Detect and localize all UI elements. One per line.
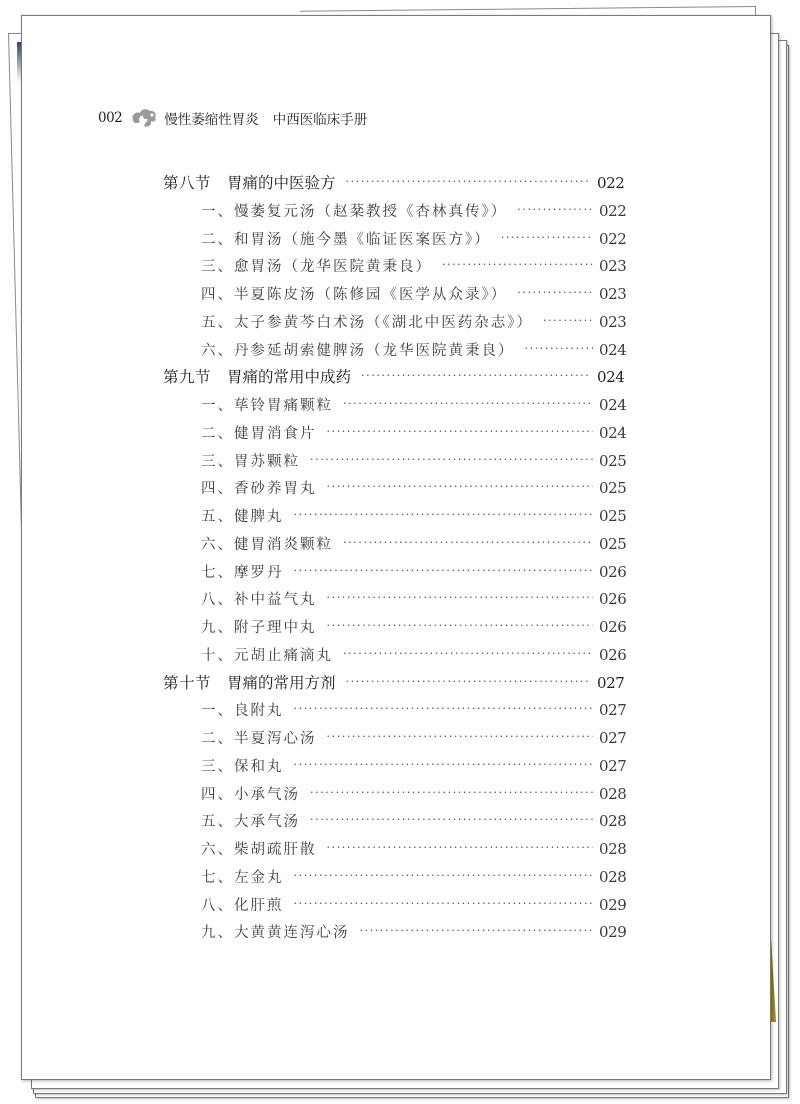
page-ref: 023 [599, 257, 627, 276]
page-ref: 024 [599, 423, 627, 442]
dot-leader [543, 307, 593, 335]
toc-section[interactable] [163, 364, 623, 392]
toc-item[interactable] [163, 864, 627, 892]
toc-item[interactable] [163, 281, 627, 309]
page-ref: 028 [599, 784, 627, 803]
page-ref: 029 [599, 895, 627, 914]
toc-item[interactable] [163, 531, 627, 559]
item-title: 八、化肝煎 [201, 897, 284, 914]
toc-item[interactable] [163, 642, 627, 670]
dot-leader [501, 224, 593, 252]
toc-section[interactable] [163, 670, 623, 698]
dot-leader [517, 279, 593, 307]
dot-leader [346, 668, 591, 696]
toc-item[interactable] [163, 337, 627, 365]
toc-item[interactable] [163, 503, 627, 531]
item-title: 二、健胃消食片 [201, 425, 317, 442]
toc-item[interactable] [163, 753, 627, 781]
item-title: 五、健脾丸 [201, 509, 284, 525]
toc-item[interactable] [163, 475, 627, 503]
page-ref: 024 [599, 340, 627, 359]
dot-leader [360, 917, 594, 945]
dot-leader [310, 806, 593, 834]
page-ref: 026 [599, 590, 627, 609]
toc-item[interactable] [163, 697, 627, 725]
dot-leader [327, 723, 594, 751]
toc-item[interactable] [163, 919, 627, 947]
item-title: 一、荜铃胃痛颗粒 [201, 398, 333, 414]
item-title: 六、健胃消炎颗粒 [201, 536, 333, 553]
book-title: 慢性萎缩性胃炎 [164, 112, 259, 128]
section-title: 胃痛的常用中成药 [227, 368, 352, 387]
toc-item[interactable] [163, 420, 627, 448]
dot-leader [294, 695, 594, 723]
page-ref: 028 [599, 812, 627, 831]
page-ref: 023 [599, 285, 627, 303]
page-ref: 025 [599, 534, 627, 553]
page-ref: 025 [599, 479, 627, 498]
item-title: 四、香砂养胃丸 [201, 481, 317, 498]
item-title: 六、丹参延胡索健脾汤（龙华医院黄秉良） [201, 342, 515, 359]
section-title: 胃痛的中医验方 [227, 174, 336, 192]
toc-item[interactable] [163, 309, 627, 337]
page-ref: 025 [599, 507, 627, 525]
dot-leader [343, 529, 593, 557]
item-title: 十、元胡止痛滴丸 [201, 647, 333, 664]
item-title: 一、良附丸 [201, 703, 284, 720]
dot-leader [310, 779, 593, 807]
toc-item[interactable] [163, 614, 627, 642]
item-title: 三、胃苏颗粒 [201, 453, 300, 470]
item-title: 三、愈胃汤（龙华医院黄秉良） [201, 259, 432, 276]
page-ref: 024 [599, 396, 627, 414]
item-title: 二、和胃汤（施今墨《临证医案医方》） [201, 231, 491, 248]
item-title: 四、半夏陈皮汤（陈修园《医学从众录》） [201, 287, 508, 303]
section-label: 第九节 [163, 368, 212, 387]
dot-leader [343, 390, 593, 418]
toc-item[interactable] [163, 808, 627, 836]
dot-leader [294, 751, 594, 779]
page-ref: 029 [599, 923, 627, 942]
dot-leader [442, 251, 593, 279]
item-title: 二、半夏泻心汤 [201, 731, 317, 747]
item-title: 八、补中益气丸 [201, 592, 317, 609]
dot-leader [294, 557, 594, 585]
page-ref: 027 [599, 701, 627, 720]
page-ref: 025 [599, 451, 627, 470]
toc-item[interactable] [163, 836, 627, 864]
page-ref: 022 [597, 174, 625, 192]
item-title: 九、附子理中丸 [201, 620, 317, 636]
dot-leader [327, 473, 594, 501]
section-title: 胃痛的常用方剂 [227, 673, 336, 692]
toc-item[interactable] [163, 892, 627, 920]
toc-item[interactable] [163, 198, 627, 226]
dot-leader [294, 862, 594, 890]
item-title: 九、大黄黄连泻心汤 [201, 925, 350, 942]
page-ref: 028 [599, 867, 627, 886]
dot-leader [327, 612, 594, 640]
dot-leader [310, 446, 593, 474]
toc-item[interactable] [163, 586, 627, 614]
dot-leader [346, 168, 591, 196]
page-number: 002 [98, 110, 123, 126]
item-title: 五、大承气汤 [201, 814, 300, 831]
dot-leader [294, 501, 594, 529]
page-ref: 027 [597, 673, 625, 692]
page-ref: 023 [599, 312, 627, 331]
item-title: 三、保和丸 [201, 758, 284, 775]
page-ref: 022 [599, 201, 627, 220]
item-title: 七、左金丸 [201, 869, 284, 886]
section-label: 第八节 [163, 174, 212, 192]
dot-leader [327, 418, 594, 446]
page-ref: 026 [599, 562, 627, 581]
page-ref: 027 [599, 729, 627, 747]
table-of-contents [163, 170, 627, 947]
page-ref: 027 [599, 756, 627, 775]
item-title: 四、小承气汤 [201, 786, 300, 803]
toc-item[interactable] [163, 226, 627, 254]
toc-item[interactable] [163, 781, 627, 809]
toc-item[interactable] [163, 559, 627, 587]
page-ref: 028 [599, 840, 627, 858]
auspicious-cloud-icon [130, 106, 158, 130]
item-title: 一、慢萎复元汤（赵棻教授《杏林真传》） [201, 203, 508, 220]
item-title: 七、摩罗丹 [201, 564, 284, 581]
item-title: 五、太子参黄芩白术汤（《湖北中医药杂志》） [201, 314, 533, 331]
toc-item[interactable] [163, 392, 627, 420]
toc-item[interactable] [163, 725, 627, 753]
dot-leader [343, 640, 593, 668]
page-ref: 026 [599, 618, 627, 636]
dot-leader [294, 890, 594, 918]
toc-item[interactable] [163, 448, 627, 476]
dot-leader [327, 834, 594, 862]
toc-item[interactable] [163, 253, 627, 281]
running-head [98, 106, 367, 130]
dot-leader [525, 335, 594, 363]
section-label: 第十节 [163, 673, 212, 692]
toc-section[interactable] [163, 170, 623, 198]
series-title: 中西医临床手册 [272, 112, 368, 128]
dot-leader [327, 584, 594, 612]
dot-leader [517, 196, 593, 224]
item-title: 六、柴胡疏肝散 [201, 842, 317, 858]
page-ref: 024 [597, 368, 625, 387]
page-ref: 026 [599, 645, 627, 664]
dot-leader [361, 362, 591, 390]
page-ref: 022 [599, 229, 627, 248]
